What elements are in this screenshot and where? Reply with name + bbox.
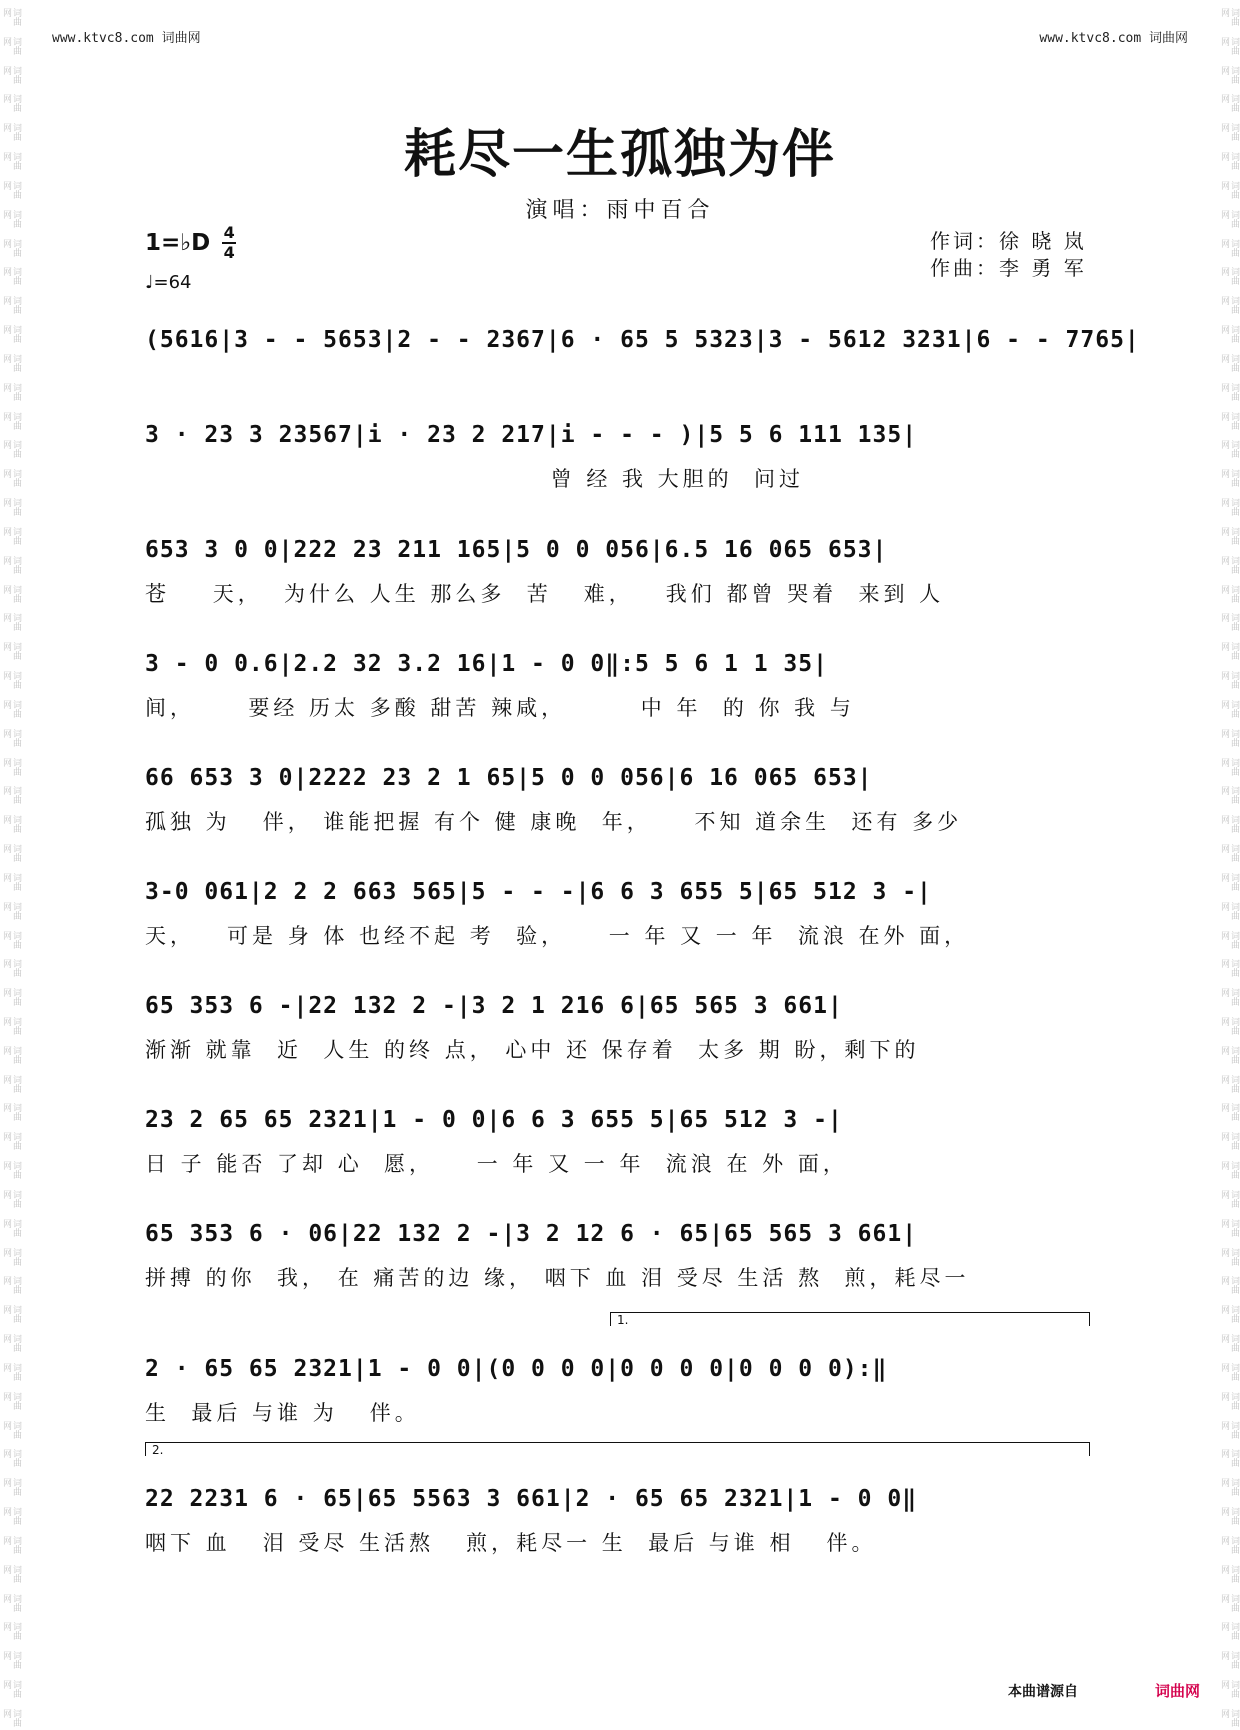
watermark-strip-text: 词曲网: [1219, 1334, 1239, 1353]
watermark-strip-text: 词曲网: [1219, 1535, 1239, 1554]
watermark-strip-text: 词曲网: [1219, 1016, 1239, 1035]
lyricist: 作词：徐 晓 岚: [930, 229, 1087, 253]
watermark-strip-text: 词曲网: [1219, 152, 1239, 171]
lyrics: 渐渐 就靠 近 人生 的终 点， 心中 还 保存着 太多 期 盼，剩下的: [145, 1038, 920, 1062]
score-line-6: [145, 870, 1100, 950]
watermark-strip-text: 词曲网: [1219, 1449, 1239, 1468]
watermark-strip-text: 词曲网: [1219, 959, 1239, 978]
watermark-strip-text: 词曲网: [1219, 526, 1239, 545]
notation: 653 3 0 0|222 23 211 165|5 0 0 056|6.5 16 065 653|: [145, 537, 888, 563]
watermark-strip-text: 词曲网: [1219, 555, 1239, 574]
watermark-strip-text: 词曲网: [1, 1247, 21, 1266]
watermark-strip-text: 词曲网: [1, 930, 21, 949]
watermark-strip-text: 词曲网: [1, 786, 21, 805]
watermark-strip-text: 词曲网: [1219, 1132, 1239, 1151]
watermark-strip-text: 词曲网: [1219, 36, 1239, 55]
second-ending-label: 2.: [152, 1443, 164, 1457]
score-line-3: [145, 528, 1100, 608]
watermark-strip-text: 词曲网: [1, 872, 21, 891]
watermark-strip-text: 词曲网: [1219, 1680, 1239, 1699]
watermark-strip-text: 词曲网: [1219, 1074, 1239, 1093]
watermark-strip-text: 词曲网: [1219, 440, 1239, 459]
watermark-strip-text: 词曲网: [1219, 1391, 1239, 1410]
watermark-strip-text: 词曲网: [1, 353, 21, 372]
composer: 作曲：李 勇 军: [930, 256, 1087, 280]
watermark-strip-text: 词曲网: [1, 1391, 21, 1410]
song-title: 耗尽一生孤独为伴: [403, 124, 836, 185]
watermark-strip-text: 词曲网: [1219, 65, 1239, 84]
watermark-strip-text: 词曲网: [1, 1045, 21, 1064]
watermark-strip-text: 词曲网: [1219, 180, 1239, 199]
watermark-strip-text: 词曲网: [1, 440, 21, 459]
lyrics: 间， 要经 历太 多酸 甜苦 辣咸， 中 年 的 你 我 与: [145, 696, 855, 720]
lyrics: 咽下 血 泪 受尽 生活熬 煎，耗尽一 生 最后 与谁 相 伴。: [145, 1531, 877, 1555]
watermark-strip-text: 词曲网: [1219, 1045, 1239, 1064]
watermark-strip-text: 词曲网: [1, 728, 21, 747]
watermark-strip-text: 词曲网: [1219, 1564, 1239, 1583]
watermark-strip-text: 词曲网: [1, 699, 21, 718]
watermark-strip-text: 词曲网: [1, 671, 21, 690]
watermark-strip-text: 词曲网: [1, 613, 21, 632]
watermark-strip-text: 词曲网: [1219, 642, 1239, 661]
watermark-strip-text: 词曲网: [1, 296, 21, 315]
watermark-top-left: www.ktvc8.com 词曲网: [52, 31, 201, 46]
watermark-strip-text: 词曲网: [1219, 901, 1239, 920]
watermark-strip-text: 词曲网: [1219, 353, 1239, 372]
watermark-strip-text: 词曲网: [1219, 786, 1239, 805]
watermark-strip-text: 词曲网: [1, 526, 21, 545]
watermark-strip-text: 词曲网: [1, 238, 21, 257]
time-signature: [222, 225, 236, 261]
watermark-strip-text: 词曲网: [1, 1420, 21, 1439]
watermark-strip-text: 词曲网: [1219, 1478, 1239, 1497]
watermark-strip-text: 词曲网: [1, 123, 21, 142]
watermark-strip-text: 词曲网: [1219, 613, 1239, 632]
key-signature: [145, 225, 236, 261]
watermark-strip-text: 词曲网: [1, 325, 21, 344]
first-ending-bracket: [610, 1312, 1090, 1326]
tempo-mark: ♩=64: [145, 272, 192, 293]
watermark-strip-text: 词曲网: [1219, 296, 1239, 315]
watermark-top-right: www.ktvc8.com 词曲网: [1039, 31, 1188, 46]
footer-source-label: 本曲谱源自: [1008, 1684, 1078, 1700]
lyrics: [145, 368, 1100, 398]
notation: 66 653 3 0|2222 23 2 1 65|5 0 0 056|6 16 065 653|: [145, 765, 873, 791]
watermark-strip-text: 词曲网: [1, 180, 21, 199]
watermark-strip-text: 词曲网: [1219, 411, 1239, 430]
watermark-strip-text: 词曲网: [1, 642, 21, 661]
watermark-strip-text: 词曲网: [1, 1593, 21, 1612]
watermark-strip-text: 词曲网: [1, 8, 21, 26]
watermark-strip-text: 词曲网: [1, 1680, 21, 1699]
watermark-strip-text: 词曲网: [1, 1161, 21, 1180]
watermark-strip-text: 词曲网: [1, 1449, 21, 1468]
score-line-9: [145, 1212, 1100, 1292]
lyrics: 天， 可是 身 体 也经不起 考 验， 一 年 又 一 年 流浪 在外 面，: [145, 924, 970, 948]
watermark-strip-text: 词曲网: [1219, 872, 1239, 891]
watermark-strip-text: 词曲网: [1, 267, 21, 286]
watermark-strip-text: 词曲网: [1219, 498, 1239, 517]
watermark-strip-text: 词曲网: [1, 36, 21, 55]
watermark-strip-text: 词曲网: [1219, 94, 1239, 113]
key-label: 1=♭D: [145, 230, 211, 256]
singer-line: 演唱：雨中百合: [525, 198, 715, 223]
watermark-strip-text: 词曲网: [1, 411, 21, 430]
time-signature-bottom: 4: [223, 243, 235, 262]
notation: 65 353 6 -|22 132 2 -|3 2 1 216 6|65 565 3 661|: [145, 993, 843, 1019]
score-line-10: [145, 1347, 1100, 1427]
watermark-strip-text: 词曲网: [1, 65, 21, 84]
right-watermark-strip: [1218, 0, 1240, 1730]
watermark-strip-text: 词曲网: [1219, 844, 1239, 863]
watermark-strip-text: 词曲网: [1219, 1276, 1239, 1295]
second-ending-bracket: [145, 1442, 1090, 1456]
notation: 22 2231 6 · 65|65 5563 3 661|2 · 65 65 2321|1 - 0 0‖: [145, 1486, 918, 1512]
watermark-strip-text: 词曲网: [1, 1564, 21, 1583]
watermark-strip-text: 词曲网: [1, 1103, 21, 1122]
watermark-strip-text: 词曲网: [1, 988, 21, 1007]
watermark-strip-text: 词曲网: [1, 469, 21, 488]
watermark-strip-text: 词曲网: [1219, 238, 1239, 257]
score-line-4: [145, 642, 1100, 722]
notation: 65 353 6 · 06|22 132 2 -|3 2 12 6 · 65|65 565 3 661|: [145, 1221, 918, 1247]
watermark-strip-text: 词曲网: [1219, 757, 1239, 776]
score-line-7: [145, 984, 1100, 1064]
watermark-strip-text: 词曲网: [1219, 325, 1239, 344]
notation: (5616|3 - - 5653|2 - - 2367|6 · 65 5 5323|3 - 5612 3231|6 - - 7765|: [145, 327, 1140, 353]
watermark-strip-text: 词曲网: [1, 959, 21, 978]
watermark-strip-text: 词曲网: [1219, 930, 1239, 949]
watermark-strip-text: 词曲网: [1219, 1247, 1239, 1266]
watermark-strip-text: 词曲网: [1219, 123, 1239, 142]
watermark-strip-text: 词曲网: [1, 1362, 21, 1381]
watermark-strip-text: 词曲网: [1219, 584, 1239, 603]
lyrics: 曾 经 我 大胆的 问过: [145, 467, 805, 491]
watermark-strip-text: 词曲网: [1219, 1593, 1239, 1612]
watermark-strip-text: 词曲网: [1, 1016, 21, 1035]
lyrics: 日 子 能否 了却 心 愿， 一 年 又 一 年 流浪 在 外 面，: [145, 1152, 848, 1176]
score-line-5: [145, 756, 1100, 836]
watermark-strip-text: 词曲网: [1, 498, 21, 517]
watermark-strip-text: 词曲网: [1, 1478, 21, 1497]
watermark-strip-text: 词曲网: [1, 1276, 21, 1295]
score-line-1: [145, 318, 1140, 398]
watermark-strip-text: 词曲网: [1, 1535, 21, 1554]
watermark-strip-text: 词曲网: [1219, 1189, 1239, 1208]
watermark-strip-text: 词曲网: [1219, 671, 1239, 690]
watermark-strip-text: 词曲网: [1219, 1103, 1239, 1122]
lyrics: 生 最后 与谁 为 伴。: [145, 1401, 420, 1425]
score-line-2: [145, 413, 1100, 493]
watermark-strip-text: 词曲网: [1, 1132, 21, 1151]
watermark-strip-text: 词曲网: [1219, 1651, 1239, 1670]
watermark-strip-text: 词曲网: [1, 844, 21, 863]
notation: 3 - 0 0.6|2.2 32 3.2 16|1 - 0 0‖:5 5 6 1 1 35|: [145, 651, 828, 677]
first-ending-label: 1.: [617, 1313, 629, 1327]
watermark-strip-text: 词曲网: [1219, 1507, 1239, 1526]
watermark-strip-text: 词曲网: [1, 1074, 21, 1093]
watermark-strip-text: 词曲网: [1219, 1708, 1239, 1727]
notation: 2 · 65 65 2321|1 - 0 0|(0 0 0 0|0 0 0 0|0 0 0 0):‖: [145, 1356, 888, 1382]
watermark-strip-text: 词曲网: [1, 1334, 21, 1353]
watermark-strip-text: 词曲网: [1219, 699, 1239, 718]
watermark-strip-text: 词曲网: [1, 555, 21, 574]
watermark-strip-text: 词曲网: [1, 209, 21, 228]
score-line-8: [145, 1098, 1100, 1178]
watermark-strip-text: 词曲网: [1, 382, 21, 401]
watermark-strip-text: 词曲网: [1219, 1161, 1239, 1180]
watermark-strip-text: 词曲网: [1, 1189, 21, 1208]
watermark-strip-text: 词曲网: [1, 1622, 21, 1641]
time-signature-top: 4: [223, 223, 235, 242]
watermark-strip-text: 词曲网: [1, 94, 21, 113]
watermark-strip-text: 词曲网: [1, 901, 21, 920]
watermark-strip-text: 词曲网: [1, 757, 21, 776]
watermark-strip-text: 词曲网: [1, 1218, 21, 1237]
lyrics: 孤独 为 伴， 谁能把握 有个 健 康晚 年， 不知 道余生 还有 多少: [145, 810, 963, 834]
watermark-strip-text: 词曲网: [1, 815, 21, 834]
watermark-strip-text: 词曲网: [1219, 1218, 1239, 1237]
watermark-strip-text: 词曲网: [1219, 728, 1239, 747]
left-watermark-strip: [0, 0, 22, 1730]
watermark-strip-text: 词曲网: [1219, 8, 1239, 26]
watermark-strip-text: 词曲网: [1219, 267, 1239, 286]
watermark-strip-text: 词曲网: [1219, 988, 1239, 1007]
lyrics: 苍 天， 为什么 人生 那么多 苦 难， 我们 都曾 哭着 来到 人: [145, 582, 945, 606]
watermark-strip-text: 词曲网: [1, 1708, 21, 1727]
watermark-strip-text: 词曲网: [1, 1651, 21, 1670]
credits: [930, 228, 1087, 282]
watermark-strip-text: 词曲网: [1219, 1622, 1239, 1641]
watermark-strip-text: 词曲网: [1, 1305, 21, 1324]
watermark-strip-text: 词曲网: [1219, 209, 1239, 228]
footer-site-logo: 词曲网: [1155, 1682, 1201, 1700]
lyrics: 拼搏 的你 我， 在 痛苦的边 缘， 咽下 血 泪 受尽 生活 熬 煎，耗尽一: [145, 1266, 970, 1290]
watermark-strip-text: 词曲网: [1219, 1420, 1239, 1439]
watermark-strip-text: 词曲网: [1, 584, 21, 603]
notation: 23 2 65 65 2321|1 - 0 0|6 6 3 655 5|65 512 3 -|: [145, 1107, 843, 1133]
watermark-strip-text: 词曲网: [1, 1507, 21, 1526]
watermark-strip-text: 词曲网: [1219, 1362, 1239, 1381]
watermark-strip-text: 词曲网: [1219, 469, 1239, 488]
watermark-strip-text: 词曲网: [1219, 815, 1239, 834]
watermark-strip-text: 词曲网: [1219, 382, 1239, 401]
watermark-strip-text: 词曲网: [1, 152, 21, 171]
notation: 3-0 061|2 2 2 663 565|5 - - -|6 6 3 655 5|65 512 3 -|: [145, 879, 932, 905]
score-line-11: [145, 1477, 1100, 1557]
watermark-strip-text: 词曲网: [1219, 1305, 1239, 1324]
notation: 3 · 23 3 23567|i · 23 2 217|i - - - )|5 5 6 111 135|: [145, 422, 918, 448]
